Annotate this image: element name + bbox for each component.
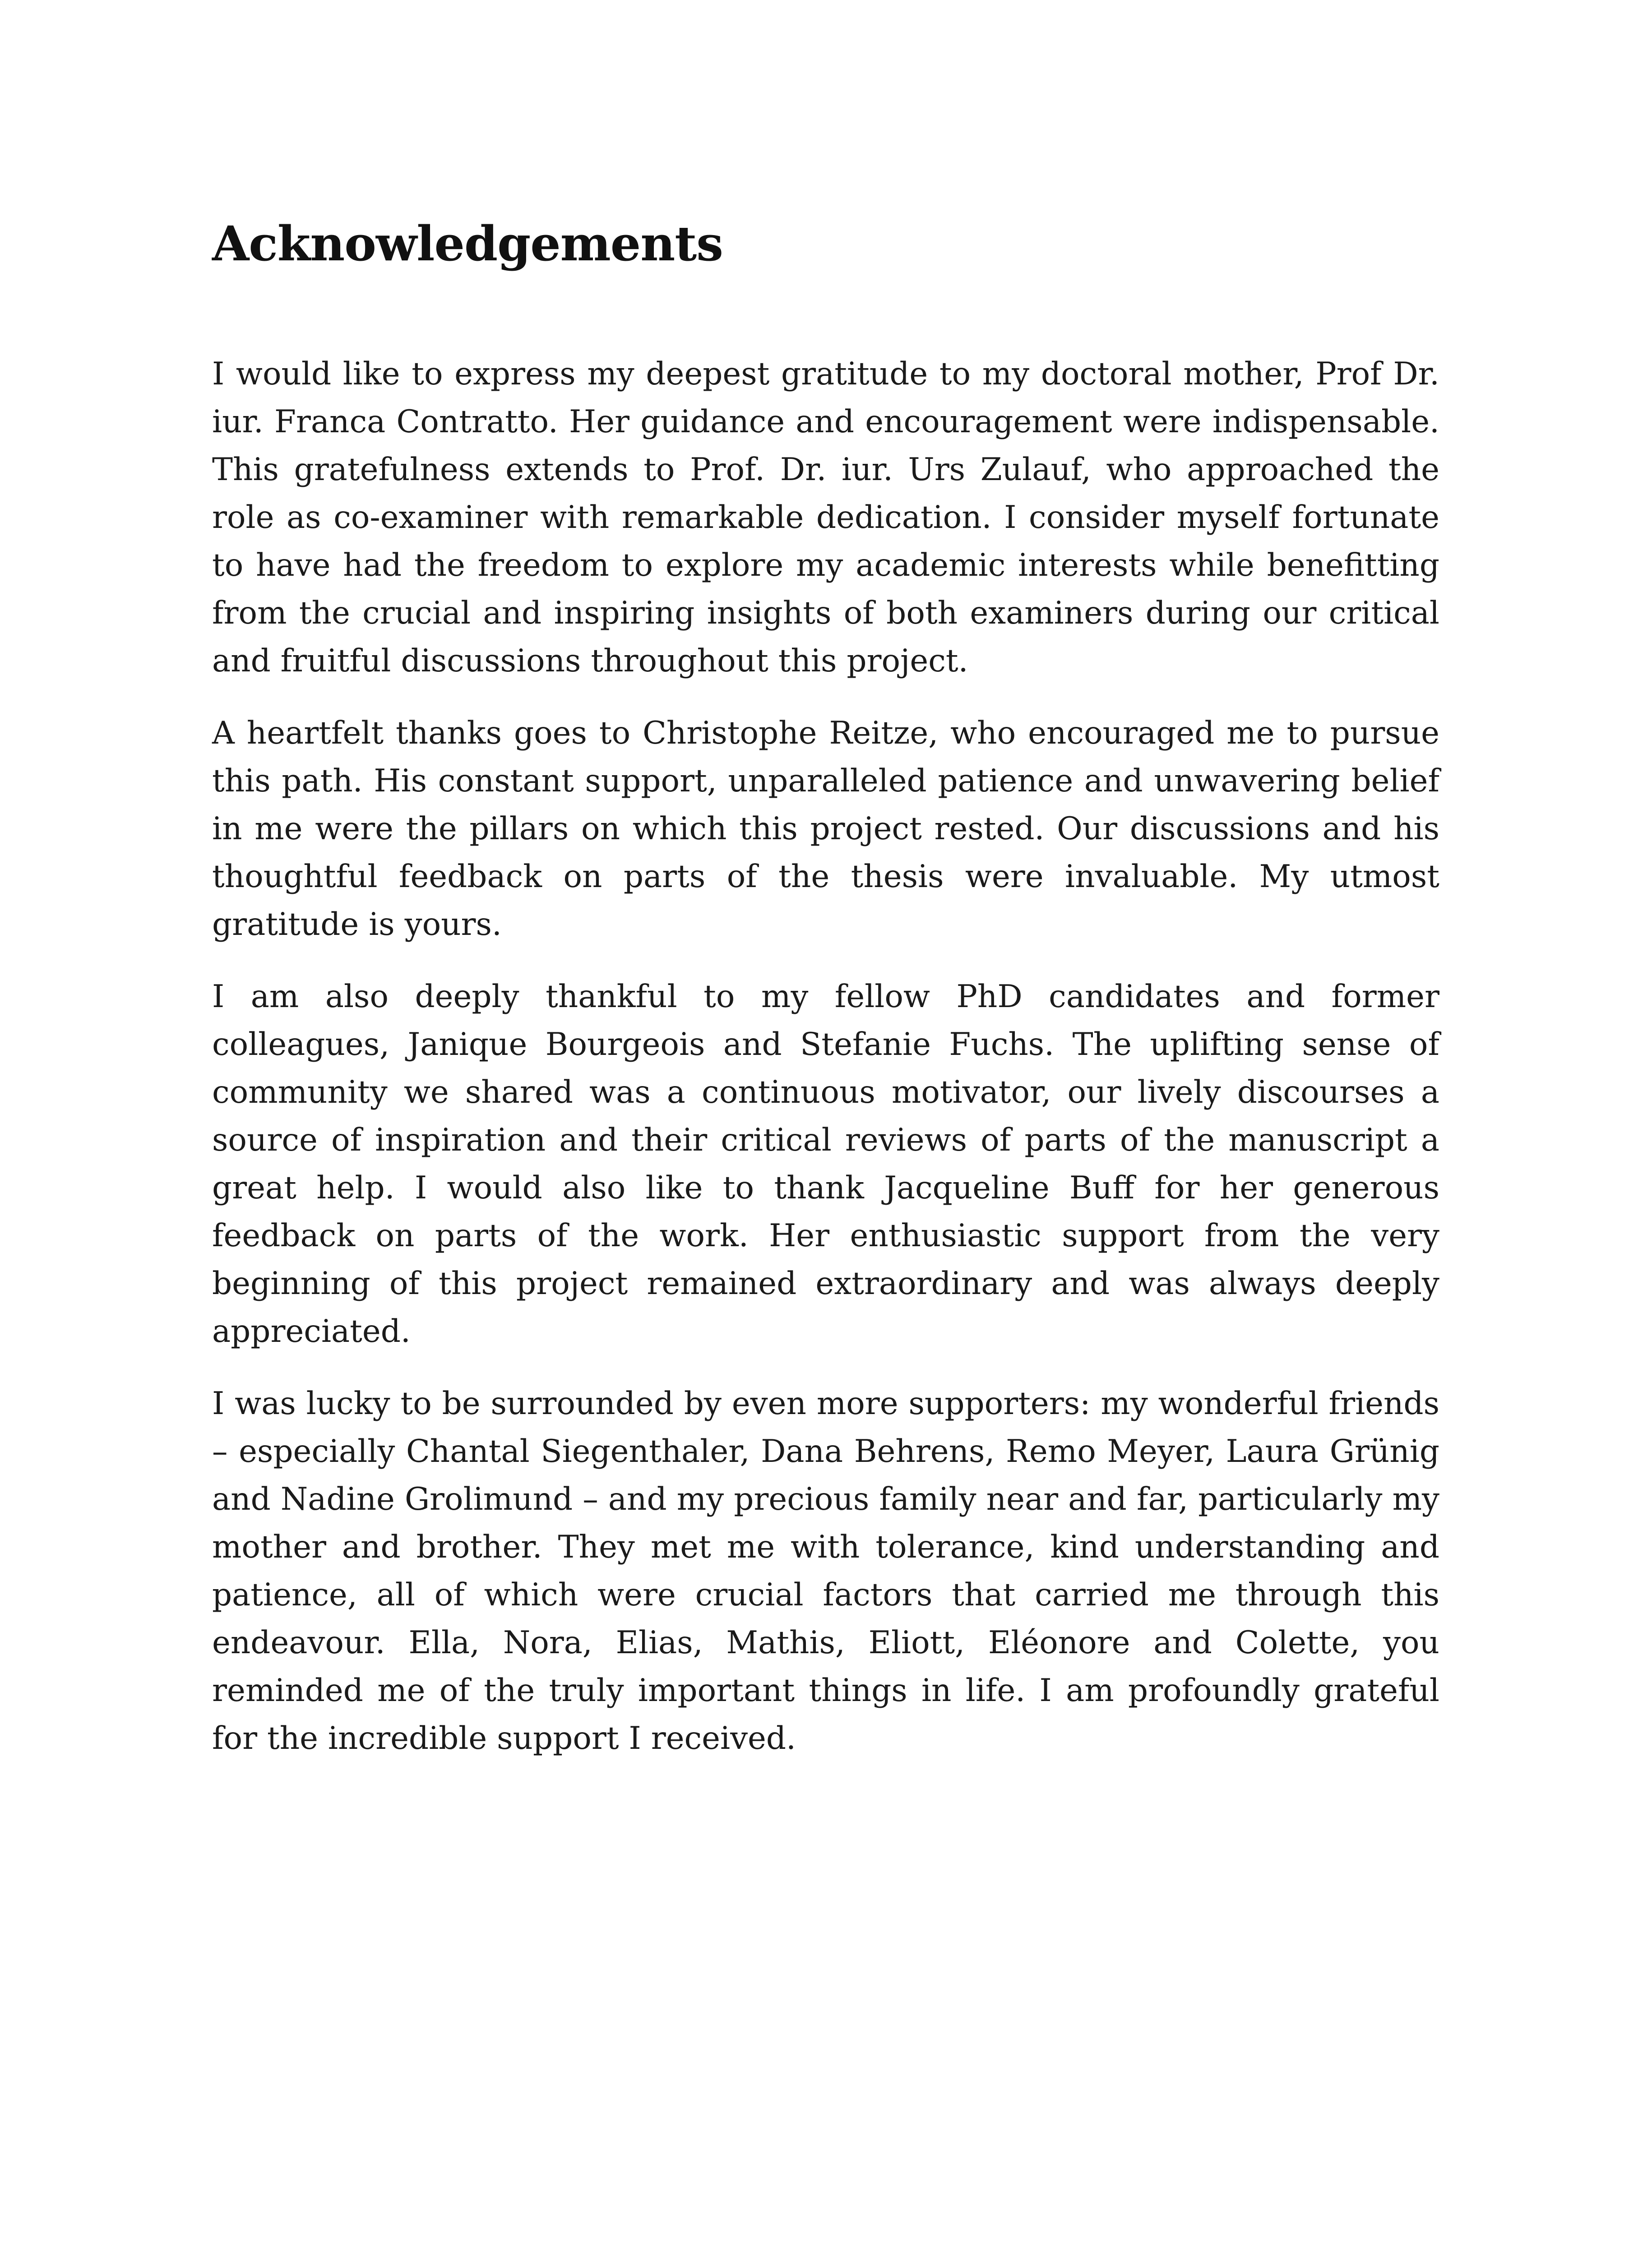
paragraph-colleagues: I am also deeply thankful to my fellow PhD candidates and former colleagues, Janique Bourgeois and Stefanie Fuchs. The uplifting sense of community we shared was a continuous motivator, our lively discourses a source of inspiration and their critical reviews of parts of the manuscript a great help. I would also like to thank Jacqueline Buff for her generous feedback on parts of the work. Her enthusiastic support from the very beginning of this project remained extraordinary and was always deeply appreciated. xyxy=(212,979,1439,1350)
page-content xyxy=(212,212,1439,1762)
paragraph-friends-family: I was lucky to be surrounded by even more supporters: my wonderful friends – especially Chantal Siegenthaler, Dana Behrens, Remo Meyer, Laura Grünig and Nadine Grolimund – and my precious family near and far, particularly my mother and brother. They met me with tolerance, kind understanding and patience, all of which were crucial factors that carried me through this endeavour. Ella, Nora, Elias, Mathis, Eliott, Eléonore and Colette, you reminded me of the truly important things in life. I am profoundly grateful for the incredible support I received. xyxy=(212,1386,1439,1757)
paragraph-partner: A heartfelt thanks goes to Christophe Reitze, who encouraged me to pursue this path. His constant support, unparalleled patience and unwavering belief in me were the pillars on which this project rested. Our discussions and his thoughtful feedback on parts of the thesis were invaluable. My utmost gratitude is yours. xyxy=(212,715,1439,943)
page-title: Acknowledgements xyxy=(212,215,723,272)
paragraph-supervisors: I would like to express my deepest gratitude to my doctoral mother, Prof Dr. iur. Franca Contratto. Her guidance and encouragement were indispensable. This gratefulness extends to Prof. Dr. iur. Urs Zulauf, who approached the role as co-examiner with remarkable dedication. I consider myself fortunate to have had the freedom to explore my academic interests while benefitting from the crucial and inspiring insights of both examiners during our critical and fruitful discussions throughout this project. xyxy=(212,356,1439,679)
